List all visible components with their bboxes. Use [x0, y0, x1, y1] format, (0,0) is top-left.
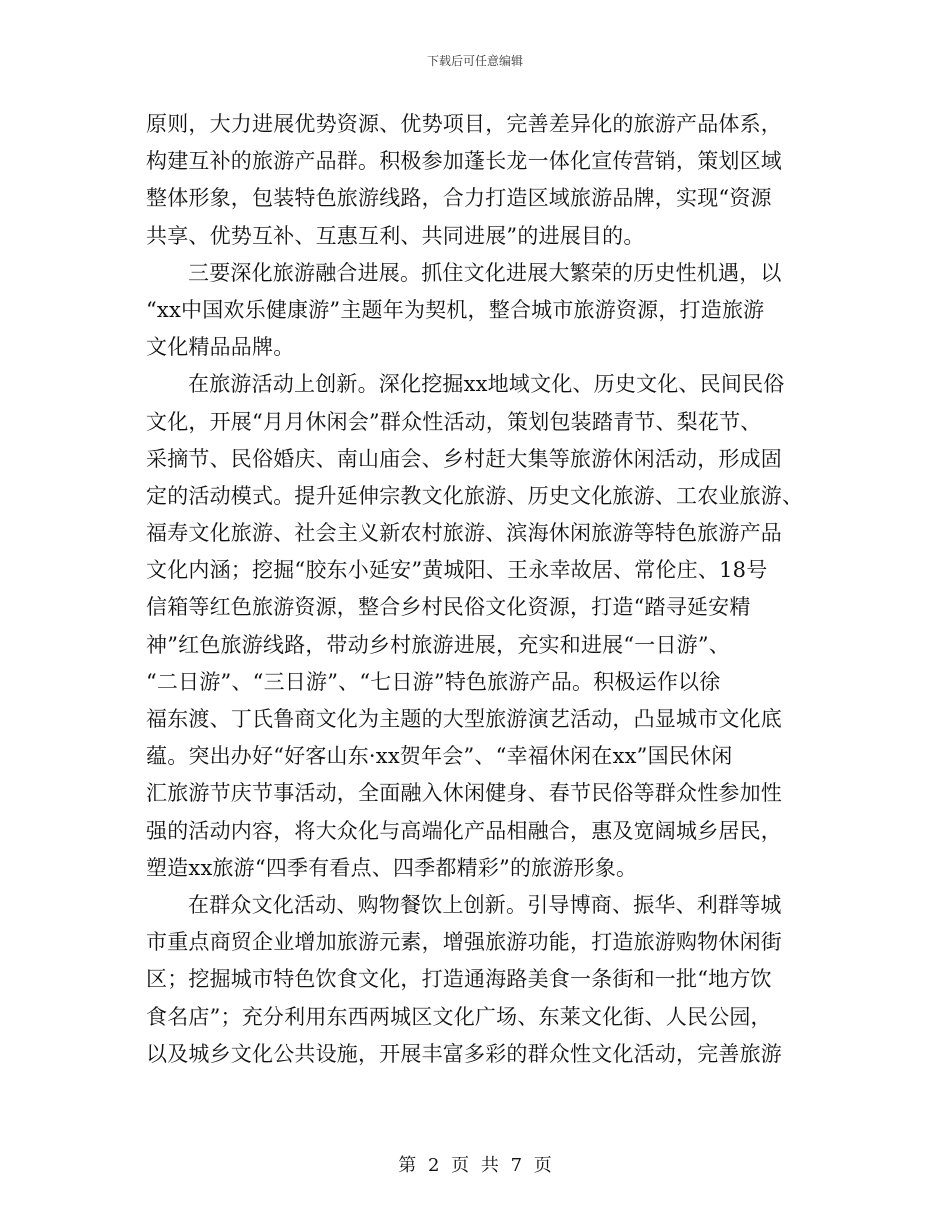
text-line: 整体形象，包装特色旅游线路，合力打造区域旅游品牌，实现“资源: [146, 186, 772, 211]
page-number: 第 2 页 共 7 页: [398, 1155, 552, 1176]
text-line: 汇旅游节庆节事活动，全面融入休闲健身、春节民俗等群众性参加性: [146, 781, 782, 806]
text-line: 文化内涵；挖掘“胶东小延安”黄城阳、王永幸故居、常伦庄、18号: [146, 558, 768, 583]
text-line: 塑造xx旅游“四季有看点、四季都精彩”的旅游形象。: [146, 855, 638, 880]
text-line: 市重点商贸企业增加旅游元素，增强旅游功能，打造旅游购物休闲街: [146, 930, 782, 955]
text-line: 蕴。突出办好“好客山东·xx贺年会”、“幸福休闲在xx”国民休闲: [146, 744, 733, 769]
text-line: 福寿文化旅游、社会主义新农村旅游、滨海休闲旅游等特色旅游产品: [146, 521, 782, 546]
paragraph-start-line: 在群众文化活动、购物餐饮上创新。引导博商、振华、利群等城: [188, 892, 782, 917]
text-line: 采摘节、民俗婚庆、南山庙会、乡村赶大集等旅游休闲活动，形成固: [146, 446, 782, 471]
text-line: 文化精品品牌。: [146, 335, 295, 360]
text-line: 区；挖掘城市特色饮食文化，打造通海路美食一条街和一批“地方饮: [146, 967, 772, 992]
paragraph-start-line: 三要深化旅游融合进展。抓住文化进展大繁荣的历史性机遇，以: [188, 260, 782, 285]
paragraph-start-line: 在旅游活动上创新。深化挖掘xx地域文化、历史文化、民间民俗: [188, 372, 785, 397]
text-line: 福东渡、丁氏鲁商文化为主题的大型旅游演艺活动，凸显城市文化底: [146, 707, 782, 731]
text-line: 强的活动内容，将大众化与高端化产品相融合，惠及宽阔城乡居民，: [146, 818, 782, 843]
page-header-note: 下载后可任意编辑: [426, 54, 523, 68]
text-line: “xx中国欢乐健康游”主题年为契机，整合城市旅游资源，打造旅游: [146, 297, 765, 322]
text-line: 文化，开展“月月休闲会”群众性活动，策划包装踏青节、梨花节、: [146, 409, 762, 434]
text-line: 以及城乡文化公共设施，开展丰富多彩的群众性文化活动，完善旅游: [146, 1041, 782, 1066]
text-line: 构建互补的旅游产品群。积极参加蓬长龙一体化宣传营销，策划区域: [146, 149, 782, 174]
text-line: “二日游”、“三日游”、“七日游”特色旅游产品。积极运作以徐: [146, 669, 721, 694]
text-line: 原则，大力进展优势资源、优势项目，完善差异化的旅游产品体系，: [146, 112, 782, 136]
text-line: 神”红色旅游线路，带动乡村旅游进展，充实和进展“一日游”、: [146, 632, 731, 657]
text-line: 信箱等红色旅游资源，整合乡村民俗文化资源，打造“踏寻延安精: [146, 595, 751, 620]
text-line: 定的活动模式。提升延伸宗教文化旅游、历史文化旅游、工农业旅游、: [146, 483, 804, 508]
text-line: 食名店”；充分利用东西两城区文化广场、东莱文化街、人民公园，: [146, 1004, 772, 1029]
text-line: 共享、优势互补、互惠互利、共同进展”的进展目的。: [146, 223, 645, 248]
document-body: [146, 106, 806, 1073]
